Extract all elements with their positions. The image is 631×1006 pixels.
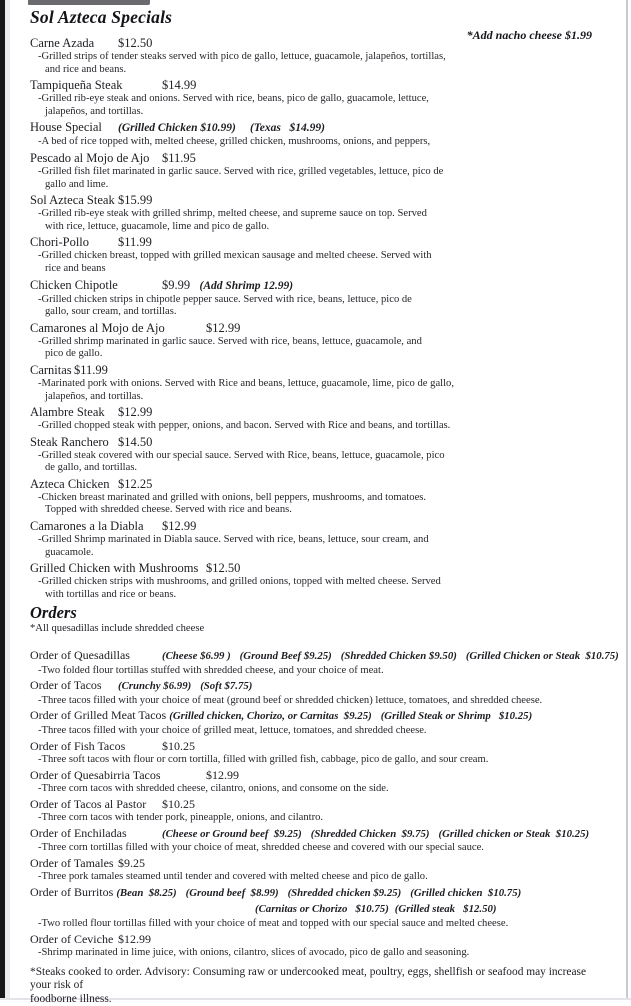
item-option: (Add Shrimp 12.99) — [199, 279, 294, 292]
menu-item — [30, 150, 607, 191]
menu-item-description-line: -A bed of rice topped with, melted cheese, grilled chicken, mushrooms, onions, and peppers, — [38, 136, 431, 148]
menu-item — [30, 708, 607, 737]
item-name: Tampiqueña Steak — [30, 78, 123, 93]
menu-item-title-line — [30, 150, 607, 166]
item-option: (Ground beef $8.99) — [185, 886, 279, 899]
item-price: $12.50 — [206, 561, 241, 576]
item-name: Camarones al Mojo de Ajo — [30, 320, 165, 335]
item-name: Pescado al Mojo de Ajo — [30, 150, 150, 165]
item-name: Order of Enchiladas — [30, 825, 127, 840]
item-name: Order of Tacos al Pastor — [30, 796, 147, 811]
menu-item-description-line: rice and beans — [45, 262, 106, 274]
menu-item-description-line: with tortillas and rice or beans. — [45, 588, 177, 600]
menu-item-description-line: -Grilled shrimp marinated in garlic sauce. Served with rice, beans, lettuce, guacamole, and — [38, 335, 422, 347]
item-price: $14.99 — [162, 78, 197, 93]
menu-item-description-line: -Grilled steak covered with our special sauce. Served with Rice, beans, lettuce, guacamole, pico — [38, 449, 445, 461]
item-price: $9.99 — [162, 277, 191, 292]
menu-item-description-line: -Chicken breast marinated and grilled with onions, bell peppers, mushrooms, and tomatoes. — [38, 491, 427, 503]
menu-item-title-line — [30, 826, 607, 843]
menu-item — [30, 434, 607, 475]
menu-item — [30, 678, 607, 707]
scan-right-edge — [626, 0, 628, 1000]
specials-section — [30, 35, 607, 601]
item-price: $12.99 — [118, 931, 151, 946]
menu-item-description-line: -Marinated pork with onions. Served with Rice and beans, lettuce, guacamole, lime, pico de gallo, — [38, 377, 454, 389]
menu-item-description-line: -Three tacos filled with your choice of meat (ground beef or shredded chicken) lettuce, tomatoes, and shredded cheese. — [38, 694, 543, 706]
item-option: (Grilled Chicken $10.99) — [118, 122, 236, 135]
menu-item — [30, 560, 607, 601]
orders-section — [30, 648, 619, 960]
scan-top-artifact — [28, 0, 150, 5]
item-option: (Ground Beef $9.25) — [239, 650, 332, 663]
menu-item-title-line — [30, 560, 607, 576]
item-name: Chori-Pollo — [30, 235, 90, 250]
item-price: $12.99 — [206, 767, 239, 782]
menu-item-description-line: -Two rolled flour tortillas filled with your choice of meat and topped with our special sauce and melted cheese. — [38, 917, 509, 929]
item-option: (Grilled chicken or Steak $10.25) — [438, 827, 590, 840]
item-option: (Grilled chicken, Chorizo, or Carnitas $9.25) — [169, 710, 372, 723]
menu-item-title-line — [30, 708, 607, 725]
menu-item-description-line: guacamole. — [45, 546, 94, 558]
nacho-cheese-note: *Add nacho cheese $1.99 — [466, 28, 592, 42]
menu-item-title-line — [30, 678, 607, 695]
item-name: Order of Grilled Meat Tacos — [30, 708, 167, 723]
menu-page — [30, 6, 619, 1006]
menu-item-description-line: -Grilled rib-eye steak and onions. Served with rice, beans, pico de gallo, guacamole, lettuce, — [38, 93, 429, 105]
item-option: (Soft $7.75) — [200, 680, 253, 693]
menu-item-description-line: -Three corn tacos with tender pork, pineapple, onions, and cilantro. — [38, 812, 324, 824]
menu-item-title-line — [30, 768, 607, 784]
footer-advisory-line: foodborne illness. — [30, 992, 112, 1005]
item-option: (Cheese or Ground beef $9.25) — [162, 827, 302, 840]
item-price: $12.50 — [118, 36, 153, 50]
menu-item — [30, 234, 607, 275]
item-option: (Shredded chicken $9.25) — [287, 886, 402, 899]
item-price: $11.99 — [74, 362, 108, 377]
item-name: Carnitas — [30, 362, 72, 377]
menu-item-description-line: with rice, lettuce, guacamole, lime and pico de gallo. — [45, 220, 270, 232]
item-name: Alambre Steak — [30, 405, 105, 420]
menu-item-title-line — [30, 648, 619, 665]
menu-item-description-line: -Three corn tortillas filled with your choice of meat, shredded cheese and covered with our special sauce. — [38, 842, 484, 854]
menu-item-title-line — [30, 404, 607, 420]
menu-item — [30, 768, 607, 796]
menu-item-title-line — [30, 234, 607, 250]
item-price: $10.25 — [162, 796, 195, 811]
menu-item-title-line — [30, 739, 607, 755]
menu-item-description-line: Topped with shredded cheese. Served with rice and beans. — [45, 504, 292, 516]
menu-item-title-line — [30, 320, 607, 336]
menu-item — [30, 648, 619, 677]
menu-item-description-line: -Grilled chicken strips with mushrooms, and grilled onions, topped with melted cheese. Served — [38, 576, 441, 588]
menu-item-description-line: de gallo, and tortillas. — [45, 462, 138, 474]
orders-note: *All quesadillas include shredded cheese — [30, 623, 205, 635]
item-name: Chicken Chipotle — [30, 277, 118, 292]
item-option: (Bean $8.25) — [116, 886, 177, 899]
item-price: $11.95 — [162, 150, 196, 165]
menu-item-description-line: and rice and beans. — [45, 63, 127, 75]
menu-item-description-line: -Grilled chicken strips in chipotle pepper sauce. Served with rice, beans, lettuce, pico de — [38, 293, 412, 305]
item-price: $12.99 — [206, 320, 241, 335]
menu-item-description-line: -Shrimp marinated in lime juice, with onions, cilantro, slices of avocado, pico de gallo and seasoning. — [38, 947, 470, 959]
menu-item-title-line — [30, 797, 607, 813]
menu-item — [30, 35, 607, 76]
menu-item-title-line — [30, 35, 607, 51]
menu-item — [30, 404, 607, 433]
menu-item-description-line: -Grilled chopped steak with pepper, onions, and bacon. Served with Rice and beans, and tortillas. — [38, 420, 451, 432]
item-option: (Texas $14.99) — [250, 122, 325, 135]
menu-item — [30, 77, 607, 118]
item-name: Sol Azteca Steak — [30, 193, 115, 208]
menu-item — [30, 362, 607, 403]
menu-item-description-line: -Grilled strips of tender steaks served with pico de gallo, lettuce, guacamole, jalapeños, tortillas, — [38, 51, 446, 62]
item-name: Order of Tamales — [30, 855, 114, 870]
menu-item — [30, 119, 607, 149]
item-name: Camarones a la Diabla — [30, 519, 144, 534]
menu-item — [30, 476, 607, 517]
menu-item-description-line: -Grilled Shrimp marinated in Diabla sauce. Served with rice, beans, lettuce, sour cream, and — [38, 534, 429, 546]
item-option: (Grilled steak $12.50) — [394, 903, 497, 916]
menu-item-title-line — [30, 932, 607, 948]
menu-item-title-line — [30, 277, 607, 294]
menu-item-description-line: -Three tacos filled with your choice of grilled meat, lettuce, tomatoes, and shredded cheese. — [38, 724, 427, 736]
menu-item-description-line: pico de gallo. — [45, 348, 103, 360]
menu-item-title-line-2 — [30, 901, 607, 918]
menu-item — [30, 192, 607, 233]
item-name: Order of Quesadillas — [30, 648, 130, 663]
item-option: (Crunchy $6.99) — [118, 680, 192, 693]
menu-item-title-line — [30, 434, 607, 450]
item-name: Steak Ranchero — [30, 434, 109, 449]
menu-item-description-line: gallo, sour cream, and tortillas. — [45, 306, 177, 318]
menu-item — [30, 518, 607, 559]
footer-advisory-line: *Steaks cooked to order. Advisory: Consuming raw or undercooked meat, poultry, eggs, shellfish or seafood may increase your risk of — [30, 965, 587, 992]
menu-item-title-line — [30, 362, 607, 378]
menu-item-title-line — [30, 885, 607, 902]
item-name: House Special — [30, 120, 102, 135]
item-option: (Grilled chicken $10.75) — [410, 886, 522, 899]
item-price: $12.99 — [162, 519, 197, 534]
item-option: (Shredded Chicken $9.75) — [310, 827, 430, 840]
item-option: (Grilled Chicken or Steak $10.75) — [465, 650, 619, 663]
item-option: (Carnitas or Chorizo $10.75) — [255, 903, 389, 916]
menu-item-description-line: jalapeños, and tortillas. — [45, 105, 144, 117]
item-price: $15.99 — [118, 193, 153, 208]
item-price: $10.25 — [162, 738, 195, 753]
item-price: $9.25 — [118, 855, 145, 870]
item-name: Azteca Chicken — [30, 476, 110, 491]
menu-item-description-line: -Grilled chicken breast, topped with grilled mexican sausage and melted cheese. Served with — [38, 250, 432, 262]
orders-heading: Orders — [30, 603, 77, 623]
menu-item-title-line — [30, 476, 607, 492]
menu-item — [30, 932, 607, 960]
menu-item — [30, 856, 607, 884]
menu-item-description-line: -Three soft tacos with flour or corn tortilla, filled with grilled fish, cabbage, pico de gallo, and sour cream. — [38, 754, 489, 766]
menu-item-description-line: gallo and lime. — [45, 178, 109, 190]
menu-item — [30, 885, 607, 931]
menu-item-description-line: -Grilled fish filet marinated in garlic sauce. Served with rice, grilled vegetables, lettuce, pico de — [38, 165, 444, 177]
item-option: (Cheese $6.99 ) — [162, 650, 231, 663]
item-name: Order of Fish Tacos — [30, 738, 126, 753]
menu-item-description-line: -Three pork tamales steamed until tender and covered with melted cheese and pico de gallo. — [38, 871, 428, 883]
menu-item-title-line — [30, 518, 607, 534]
item-price: $11.99 — [118, 235, 152, 250]
item-name: Order of Tacos — [30, 678, 102, 693]
item-name: Order of Ceviche — [30, 931, 114, 946]
menu-item — [30, 320, 607, 361]
item-name: Carne Azada — [30, 36, 95, 50]
menu-title: Sol Azteca Specials — [30, 7, 173, 27]
item-price: $12.99 — [118, 405, 153, 420]
menu-item — [30, 797, 607, 825]
menu-item — [30, 739, 607, 767]
item-option: (Grilled Steak or Shrimp $10.25) — [380, 710, 533, 723]
item-name: Grilled Chicken with Mushrooms — [30, 561, 199, 576]
item-name: Order of Quesabirria Tacos — [30, 767, 161, 782]
scan-left-gutter — [5, 0, 10, 1000]
menu-item-title-line — [30, 77, 607, 93]
menu-item-title-line — [30, 192, 607, 208]
menu-item-title-line — [30, 856, 607, 872]
item-option: (Shredded Chicken $9.50) — [340, 650, 457, 663]
item-name: Order of Burritos — [30, 884, 114, 899]
item-price: $12.25 — [118, 476, 153, 491]
menu-item-title-line — [30, 119, 607, 136]
menu-item-description-line: -Grilled rib-eye steak with grilled shrimp, melted cheese, and supreme sauce on top. Served — [38, 208, 427, 220]
menu-item — [30, 826, 607, 855]
menu-item — [30, 277, 607, 319]
menu-item-description-line: -Two folded flour tortillas stuffed with shredded cheese, and your choice of meat. — [38, 664, 384, 676]
menu-item-description-line: jalapeños, and tortillas. — [45, 390, 144, 402]
item-price: $14.50 — [118, 434, 153, 449]
menu-item-description-line: -Three corn tacos with shredded cheese, cilantro, onions, and consome on the side. — [38, 783, 389, 795]
